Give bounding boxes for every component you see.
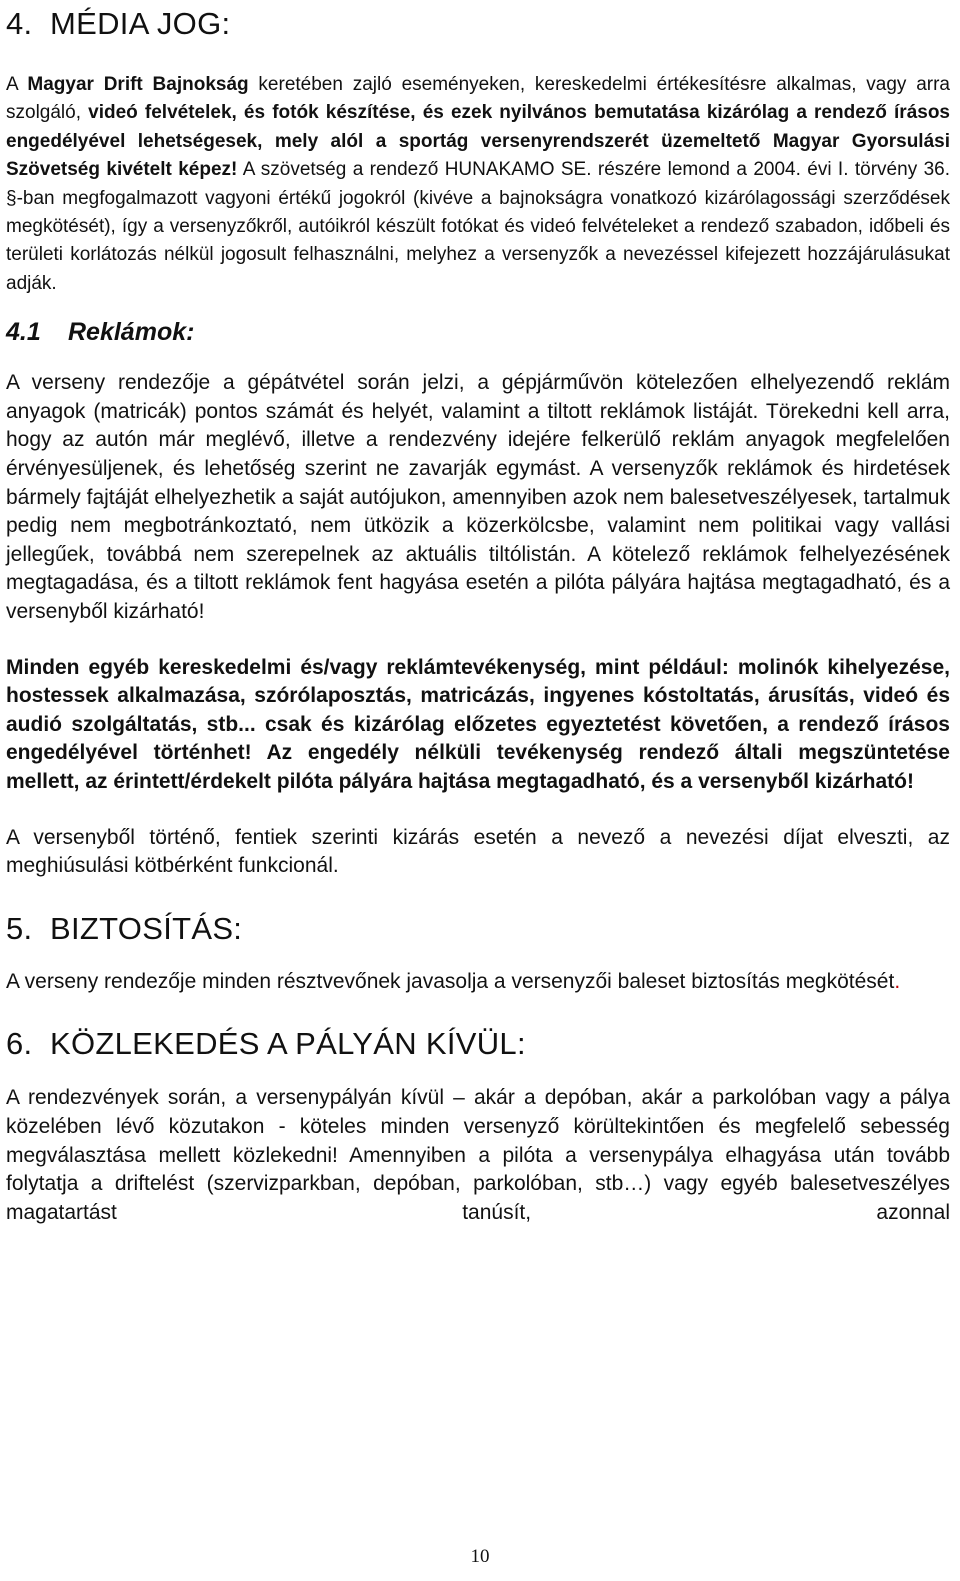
text-run: A — [6, 74, 28, 95]
document-body — [6, 6, 950, 1227]
section-title: KÖZLEKEDÉS A PÁLYÁN KÍVÜL: — [50, 1026, 526, 1062]
section-number: 5. — [6, 910, 33, 946]
section-title: Reklámok: — [68, 318, 195, 347]
section-number: 4.1 — [6, 318, 41, 347]
exclusion-paragraph: A versenyből történő, fentiek szerinti kizárás esetén a nevező a nevezési díjat elveszti, az meghiúsulási kötbérként funkcionál. — [6, 825, 950, 878]
text-run-bold: Magyar Drift Bajnokság — [27, 74, 249, 95]
insurance-paragraph — [6, 968, 950, 997]
section-title: BIZTOSÍTÁS: — [50, 910, 243, 946]
section-6-heading — [6, 1026, 950, 1062]
commercial-activity-paragraph: Minden egyéb kereskedelmi és/vagy reklámtevékenység, mint például: molinók kihelyezése, hostessek alkalmazása, szórólaposztás, matricázás, ingyenes kóstoltatás, árusítás, videó és audió szolgáltatás, stb... csak és kizárólag előzetes egyeztetést követően, a rendező írásos engedélyével történhet! Az engedély nélküli tevékenység rendező általi megszüntetése mellett, az érintett/érdekelt pilóta pályára hajtása megtagadható, és a versenyből kizárható! — [6, 655, 950, 793]
section-title: MÉDIA JOG: — [50, 6, 231, 41]
text-run: A verseny rendezője minden résztvevőnek javasolja a versenyzői baleset biztosítás megkötését — [6, 969, 895, 993]
media-rights-paragraph — [6, 71, 950, 298]
text-run-bold: videó felvételek, és fotók készítése, és ezek nyilvános bemutatása kizárólag a rendező írásos engedélyével lehetségesek, mely alól a sportág versenyrendszerét üzemeltető Magyar Gyorsulási Szövetség kivételt képez! — [6, 102, 950, 181]
section-number: 4. — [6, 6, 33, 41]
section-4-heading — [6, 6, 950, 42]
advertising-paragraph: A verseny rendezője a gépátvétel során jelzi, a gépjárművön kötelezően elhelyezendő reklám anyagok (matricák) pontos számát és helyét, valamint a tiltott reklámok listáját. Törekedni kell arra, hogy az autón már meglévő, illetve a rendezvény idejére felkerülő reklám anyagok megfelelően érvényesüljenek, és lehetőség szerint ne zavarják egymást. A versenyzők reklámok és hirdetések bármely fajtáját elhelyezhetik a saját autójukon, amennyiben azok nem balesetveszélyesek, tartalmuk pedig nem megbotránkoztató, nem ütközik a közerkölcsbe, valamint nem politikai vagy vallási jellegűek, továbbá nem szerepelnek az aktuális tiltólistán. A kötelező reklámok felhelyezésének megtagadása, és a tiltott reklámok fent hagyása esetén a pilóta pályára hajtása megtagadható, és a versenyből kizárható! — [6, 371, 950, 623]
section-number: 6. — [6, 1026, 33, 1062]
traffic-paragraph: A rendezvények során, a versenypályán kívül – akár a depóban, akár a parkolóban vagy a pálya közelében lévő közutakon - köteles minden versenyző körültekintően és megfelelő sebesség megválasztása mellett közlekedni! Amennyiben a pilóta a versenypálya elhagyása után tovább folytatja a driftelést (szervizparkban, depóban, parkolóban, stb…) vagy egyéb balesetveszélyes magatartást tanúsít, azonnal — [6, 1086, 950, 1224]
text-run-red: . — [894, 969, 901, 993]
text-run: keretében zajló eseményeken, kereskedelmi értékesítésre alkalmas, vagy arra szolgáló, — [6, 74, 950, 124]
page-number: 10 — [470, 1546, 490, 1567]
section-5-heading — [6, 911, 950, 947]
section-4-1-heading — [6, 316, 950, 348]
text-run: A szövetség a rendező HUNAKAMO SE. részére lemond a 2004. évi I. törvény 36. §-ban megfogalmazott vagyoni értékű jogokról (kivéve a bajnokságra vonatkozó kizárólagossági szerződések megkötését), így a versenyzőkről, autóikról készült fotókat és videó felvételeket a rendező szabadon, időbeli és területi korlátozás nélkül jogosult felhasználni, melyhez a versenyzők a nevezéssel kifejezett hozzájárulásukat adják. — [6, 159, 950, 294]
